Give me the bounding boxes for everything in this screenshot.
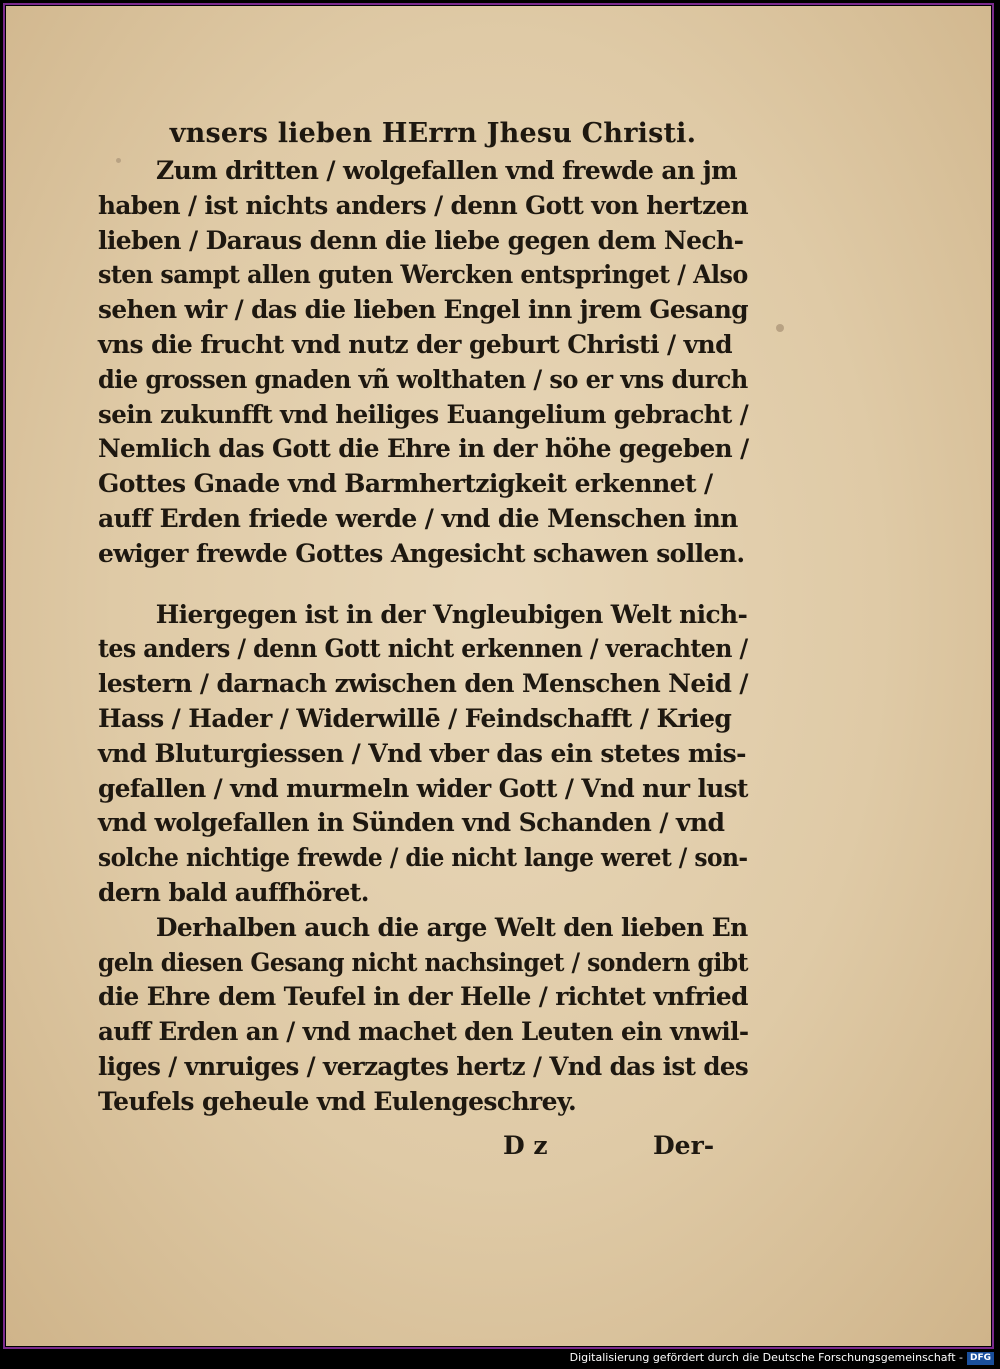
text-line: sten sampt allen guten Wercken entspringet / Also	[98, 260, 748, 290]
paragraph-gap	[98, 572, 748, 598]
text-line: Nemlich das Gott die Ehre in der höhe gegeben /	[98, 434, 749, 464]
text-line: gefallen / vnd murmeln wider Gott / Vnd nur lust	[98, 773, 748, 803]
text-line: dern bald auffhöret.	[98, 877, 369, 907]
page-footer	[98, 1126, 748, 1166]
text-line: liges / vnruiges / verzagtes hertz / Vnd das ist des	[98, 1051, 749, 1081]
text-line: die Ehre dem Teufel in der Helle / richtet vnfried	[98, 982, 748, 1012]
text-line: ewiger frewde Gottes Angesicht schawen sollen.	[98, 538, 745, 568]
paper-spot	[776, 324, 784, 332]
book-page	[6, 6, 991, 1346]
text-block	[98, 114, 748, 1166]
catchword: Der-	[653, 1130, 715, 1160]
paragraph-3	[98, 911, 748, 1120]
funding-note	[570, 1351, 994, 1365]
paragraph-2	[98, 598, 748, 911]
funding-note-text: Digitalisierung gefördert durch die Deutsche Forschungsgemeinschaft -	[569, 1351, 963, 1364]
text-line: vns die frucht vnd nutz der geburt Christi / vnd	[98, 329, 733, 359]
text-line: sein zukunfft vnd heiliges Euangelium gebracht /	[98, 399, 749, 429]
text-line: die grossen gnaden vñ wolthaten / so er vns durch	[98, 364, 748, 394]
text-line: auff Erden friede werde / vnd die Menschen inn	[98, 503, 738, 533]
text-line: Derhalben auch die arge Welt den lieben En	[155, 912, 748, 942]
text-line: auff Erden an / vnd machet den Leuten ein vnwil-	[98, 1017, 749, 1047]
text-line: Zum dritten / wolgefallen vnd frewde an jm	[156, 156, 737, 185]
text-line: geln diesen Gesang nicht nachsinget / sondern gibt	[98, 947, 748, 977]
text-line: Gottes Gnade vnd Barmhertzigkeit erkennet /	[98, 469, 713, 499]
signature-mark: D z	[503, 1130, 548, 1160]
text-line: lieben / Daraus denn die liebe gegen dem Nech-	[98, 225, 744, 255]
text-line: solche nichtige frewde / die nicht lange weret / son-	[98, 843, 748, 873]
text-line: lestern / darnach zwischen den Menschen Neid /	[98, 669, 748, 699]
text-line: vnd Bluturgiessen / Vnd vber das ein stetes mis-	[98, 738, 746, 768]
text-line: Hiergegen ist in der Vngleubigen Welt nich-	[155, 599, 748, 629]
text-line: tes anders / denn Gott nicht erkennen / verachten /	[98, 634, 748, 664]
text-line: vnd wolgefallen in Sünden vnd Schanden / vnd	[98, 808, 725, 838]
paragraph-1	[98, 154, 748, 572]
text-line: Teufels geheule vnd Eulengeschrey.	[98, 1086, 577, 1116]
text-line: sehen wir / das die lieben Engel inn jrem Gesang	[98, 295, 749, 325]
dfg-logo: DFG	[967, 1352, 994, 1365]
running-head: vnsers lieben HErrn Jhesu Christi.	[169, 118, 697, 149]
text-line: haben / ist nichts anders / denn Gott von hertzen	[98, 190, 749, 220]
text-line: Hass / Hader / Widerwillē / Feindschafft / Krieg	[98, 703, 732, 733]
